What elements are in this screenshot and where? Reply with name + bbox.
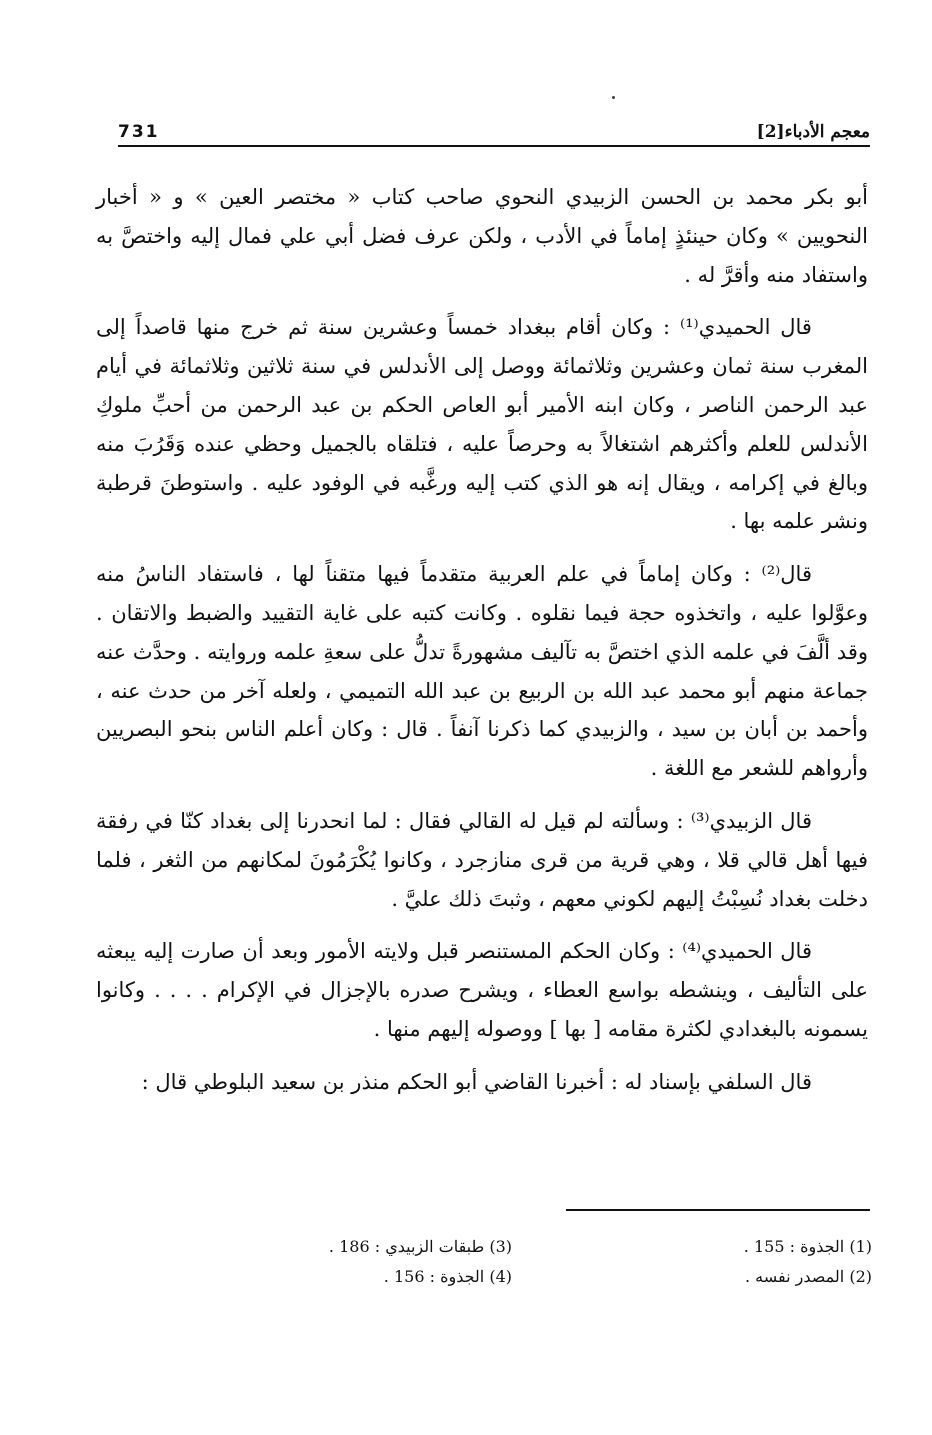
paragraph-5: قال الحميدي⁽⁴⁾ : وكان الحكم المستنصر قبل ولايته الأمور وبعد أن صارت إليه يبعثه على التأليف ، وينشطه بواسع العطاء ، ويشرح صدره بالإجزال في الإكرام . . . . وكانوا يسمونه بالبغدادي لكثرة مقامه [ بها ] ووصوله إليهم منها . [96, 939, 868, 1041]
paragraph-6: قال السلفي بإسناد له : أخبرنا القاضي أبو الحكم منذر بن سعيد البلوطي قال : [141, 1069, 812, 1094]
footnote-3: (3) طبقات الزبيدي : 186 . [328, 1237, 512, 1256]
main-text [96, 178, 868, 1116]
footnote-4: (4) الجذوة : 156 . [383, 1267, 512, 1286]
paragraph-4: قال الزبيدي⁽³⁾ : وسألته لم قيل له القالي فقال : لما انحدرنا إلى بغداد كنّا في رفقة فيها أهل قالي قلا ، وهي قرية من قرى منازجرد ، وكانوا يُكْرَمُونَ لمكانهم من الثغر ، فلما دخلت بغداد نُسِبْتُ إليهم لكوني معهم ، وثبتَ ذلك عليَّ . [96, 808, 868, 911]
running-header [118, 112, 870, 142]
paragraph-3: قال⁽²⁾ : وكان إماماً في علم العربية متقدماً فيها متقناً لها ، فاستفاد الناسُ منه وعوَّلوا عليه ، واتخذوه حجة فيما نقلوه . وكانت كتبه على غاية التقييد والضبط والاتقان . وقد ألَّفَ في علمه الذي اختصَّ به تآليف مشهورةً تدلُّ على سعةِ علمه وروايته . وحدَّث عنه جماعة منهم أبو محمد عبد الله بن الربيع بن عبد الله التميمي ، ولعله آخر من حدث عنه ، وأحمد بن أبان بن سيد ، والزبيدي كما ذكرنا آنفاً . قال : وكان أعلم الناس بنحو البصريين وأرواهم للشعر مع اللغة . [96, 562, 868, 781]
footnote-2: (2) المصدر نفسه . [745, 1267, 872, 1286]
paragraph-2: قال الحميدي⁽¹⁾ : وكان أقام ببغداد خمساً وعشرين سنة ثم خرج منها قاصداً إلى المغرب سنة ثمان وعشرين وثلاثمائة ووصل إلى الأندلس في سنة ثلاثين وثلاثمائة في أيام عبد الرحمن الناصر ، وكان ابنه الأمير أبو العاص الحكم بن عبد الرحمن من أحبِّ ملوكِ الأندلس للعلم وأكثرهم اشتغالاً به وحرصاً عليه ، فتلقاه بالجميل وحظي عنده وَقَرُبَ منه وبالغ في إكرامه ، ويقال إنه هو الذي كتب إليه ورغَّبه في الوفود عليه . واستوطنَ قرطبة ونشر علمه بها . [96, 315, 868, 534]
footnote-1: (1) الجذوة : 155 . [743, 1237, 872, 1256]
footnotes [150, 1232, 872, 1292]
footnote-divider [566, 1209, 870, 1211]
paragraph-1: أبو بكر محمد بن الحسن الزبيدي النحوي صاحب كتاب « مختصر العين » و « أخبار النحويين » وكان حينئذٍ إماماً في الأدب ، ولكن عرف فضل أبي علي فمال إليه واختصَّ به واستفاد منه وأقرَّ له . [96, 185, 868, 287]
header-divider [118, 145, 870, 147]
page-number: 731 [118, 122, 160, 142]
running-title: معجم الأدباء[2] [756, 122, 870, 142]
scan-speck [612, 96, 615, 99]
